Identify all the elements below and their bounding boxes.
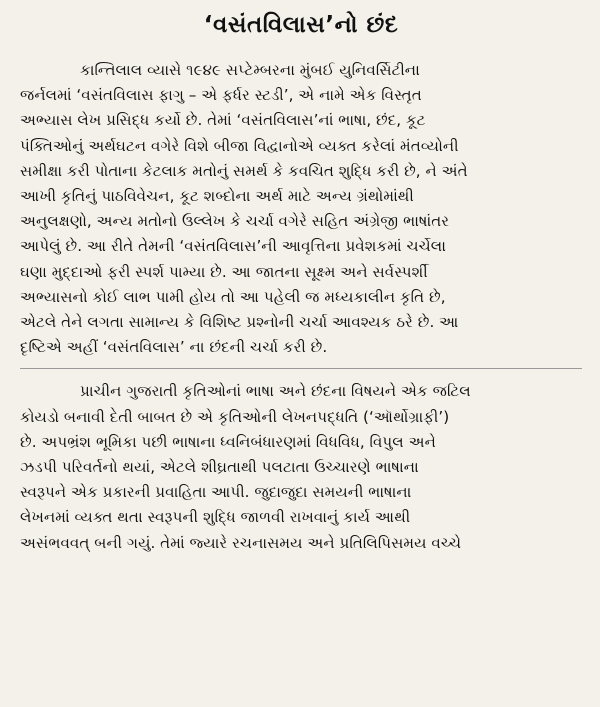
text-line: ઝડપી પરિવર્તનો થયાં, એટલે શીઘ્રતાથી પલટાતા ઉચ્ચારણે ભાષાના xyxy=(20,458,419,477)
page-title: ‘વસંતવિલાસ’નો છંદ xyxy=(203,12,399,38)
text-line: જર્નલમાં ‘વસંતવિલાસ ફાગુ – એ ફર્ધર સ્ટડી’, એ નામે એક વિસ્તૃત xyxy=(20,86,422,105)
text-line: સ્વરૂપને એક પ્રકારની પ્રવાહિતા આપી. જુદાજુદા સમયની ભાષાના xyxy=(20,483,412,502)
text-line: અનુલક્ષણો, અન્ય મતોનો ઉલ્લેખ કે ચર્ચા વગેરે સહિત અંગ્રેજી ભાષાંતર xyxy=(20,212,450,231)
text-line: કોયડો બનાવી દેતી બાબત છે એ કૃતિઓની લેખનપદ્ધતિ (‘ઑર્થોગ્રાફી’) xyxy=(20,407,450,426)
text-line: આખી કૃતિનું પાઠવિવેચન, કૂટ શબ્દોના અર્થ માટે અન્ય ગ્રંથોમાંથી xyxy=(20,187,414,206)
text-line: ઘણા મુદ્દાઓ ફરી સ્પર્શ પામ્યા છે. આ જાતના સૂક્ષ્મ અને સર્વસ્પર્શી xyxy=(20,262,428,281)
text-line: છે. અપભ્રંશ ભૂમિકા પછી ભાષાના ધ્વનિબંધારણમાં વિધવિધ, વિપુલ અને xyxy=(20,432,436,451)
text-line: આપેલું છે. આ રીતે તેમની ‘વસંતવિલાસ’ની આવૃત્તિના પ્રવેશકમાં ચર્ચેલા xyxy=(20,237,446,256)
text-line: કાન્તિલાલ વ્યાસે ૧૯૪૯ સપ્ટેમ્બરના મુંબઈ યુનિવર્સિટીના xyxy=(80,61,420,79)
text-line: સમીક્ષા કરી પોતાના કેટલાક મતોનું સમર્થ કે કવચિત શુદ્ધિ કરી છે, ને અંતે xyxy=(20,161,468,180)
text-line: દૃષ્ટિએ અહીં ‘વસંતવિલાસ’ ના છંદની ચર્ચા કરી છે. xyxy=(20,338,328,357)
paragraph-1 xyxy=(20,58,582,360)
text-line: એટલે તેને લગતા સામાન્ય કે વિશિષ્ટ પ્રશ્નોની ચર્ચા આવશ્યક ઠરે છે. આ xyxy=(20,313,459,332)
text-line: પંક્તિઓનું અર્થઘટન વગેરે વિશે બીજા વિદ્વાનોએ વ્યક્ત કરેલાં મંતવ્યોની xyxy=(20,136,459,155)
text-line: પ્રાચીન ગુજરાતી કૃતિઓનાં ભાષા અને છંદના વિષયને એક જટિલ xyxy=(80,382,471,401)
text-line: અભ્યાસ લેખ પ્રસિદ્ધ કર્યો છે. તેમાં ‘વસંતવિલાસ’નાં ભાષા, છંદ, કૂટ xyxy=(20,111,426,130)
text-line: અભ્યાસનો કોઈ લાભ પામી હોય તો આ પહેલી જ મધ્યકાલીન કૃતિ છે, xyxy=(20,287,446,306)
text-line: અસંભવવત્ બની ગયું. તેમાં જ્યારે રચનાસમય અને પ્રતિલિપિસમય વચ્ચે xyxy=(20,533,462,552)
section-divider xyxy=(20,368,582,369)
paragraph-2 xyxy=(20,379,582,555)
text-line: લેખનમાં વ્યક્ત થતા સ્વરૂપની શુદ્ધિ જાળવી રાખવાનું કાર્ય આથી xyxy=(20,508,411,527)
